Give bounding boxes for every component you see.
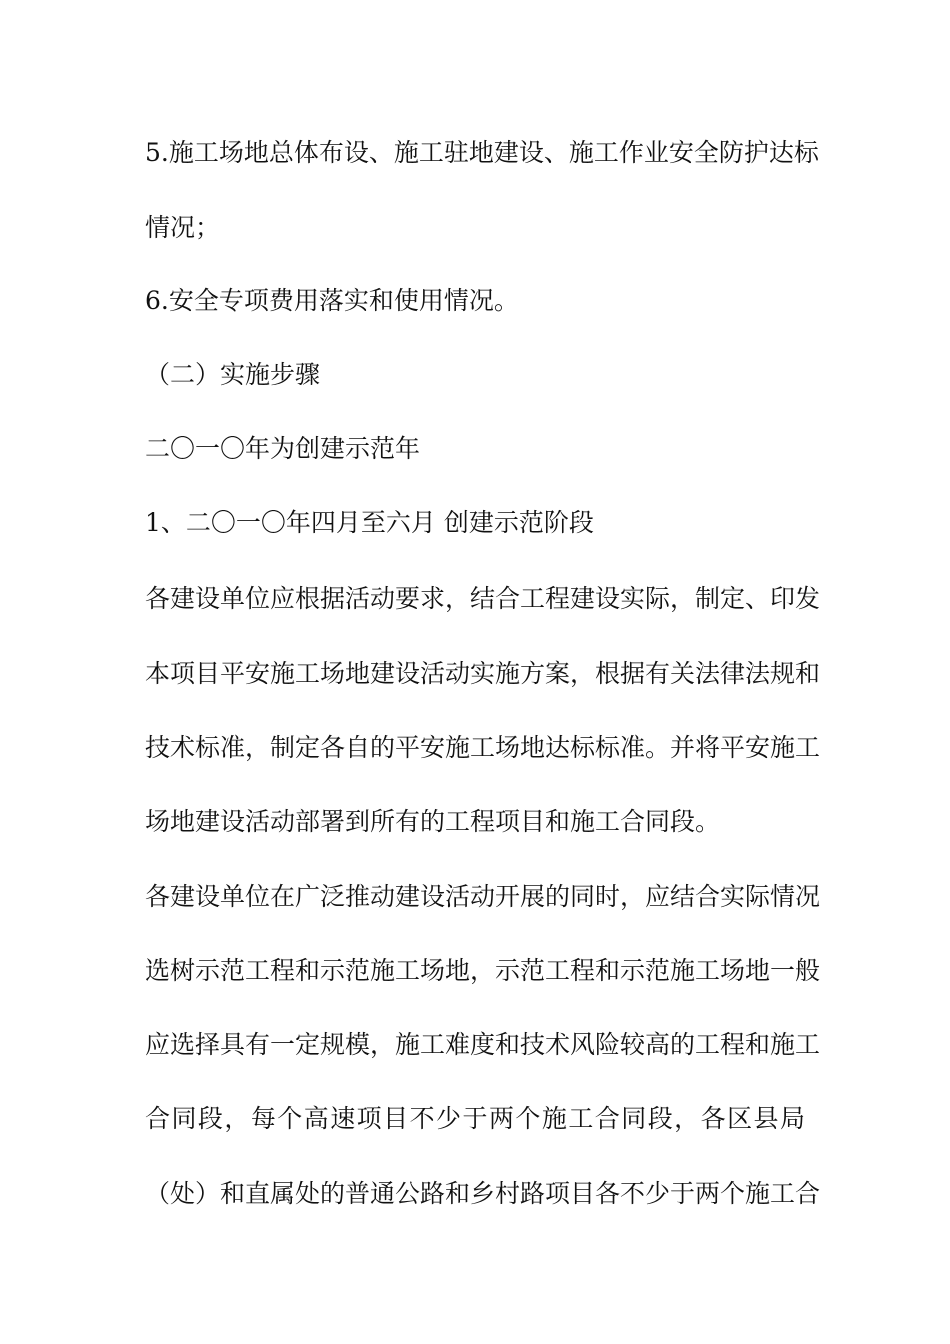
step-heading: 1、二〇一〇年四月至六月 创建示范阶段: [145, 508, 594, 537]
text-line-7: 各建设单位应根据活动要求，结合工程建设实际，制定、印发: [145, 584, 821, 613]
text-line-2: 情况；: [145, 213, 221, 242]
text-line-15: （处）和直属处的普通公路和乡村路项目各不少于两个施工合: [145, 1179, 821, 1208]
text-line-14: 合同段，每个高速项目不少于两个施工合同段，各区县局: [145, 1104, 805, 1133]
text-line-1: 5.施工场地总体布设、施工驻地建设、施工作业安全防护达标: [145, 138, 819, 167]
text-line-13: 应选择具有一定规模，施工难度和技术风险较高的工程和施工: [145, 1030, 821, 1059]
text-line-8: 本项目平安施工场地建设活动实施方案，根据有关法律法规和: [145, 659, 821, 688]
text-line-10: 场地建设活动部署到所有的工程项目和施工合同段。: [145, 807, 721, 836]
text-line-3: 6.安全专项费用落实和使用情况。: [145, 286, 519, 315]
section-heading: （二）实施步骤: [145, 360, 321, 389]
text-line-9: 技术标准，制定各自的平安施工场地达标标准。并将平安施工: [145, 733, 821, 762]
text-line-5: 二〇一〇年为创建示范年: [145, 434, 421, 463]
text-line-11: 各建设单位在广泛推动建设活动开展的同时，应结合实际情况: [145, 882, 821, 911]
text-line-12: 选树示范工程和示范施工场地，示范工程和示范施工场地一般: [145, 956, 821, 985]
